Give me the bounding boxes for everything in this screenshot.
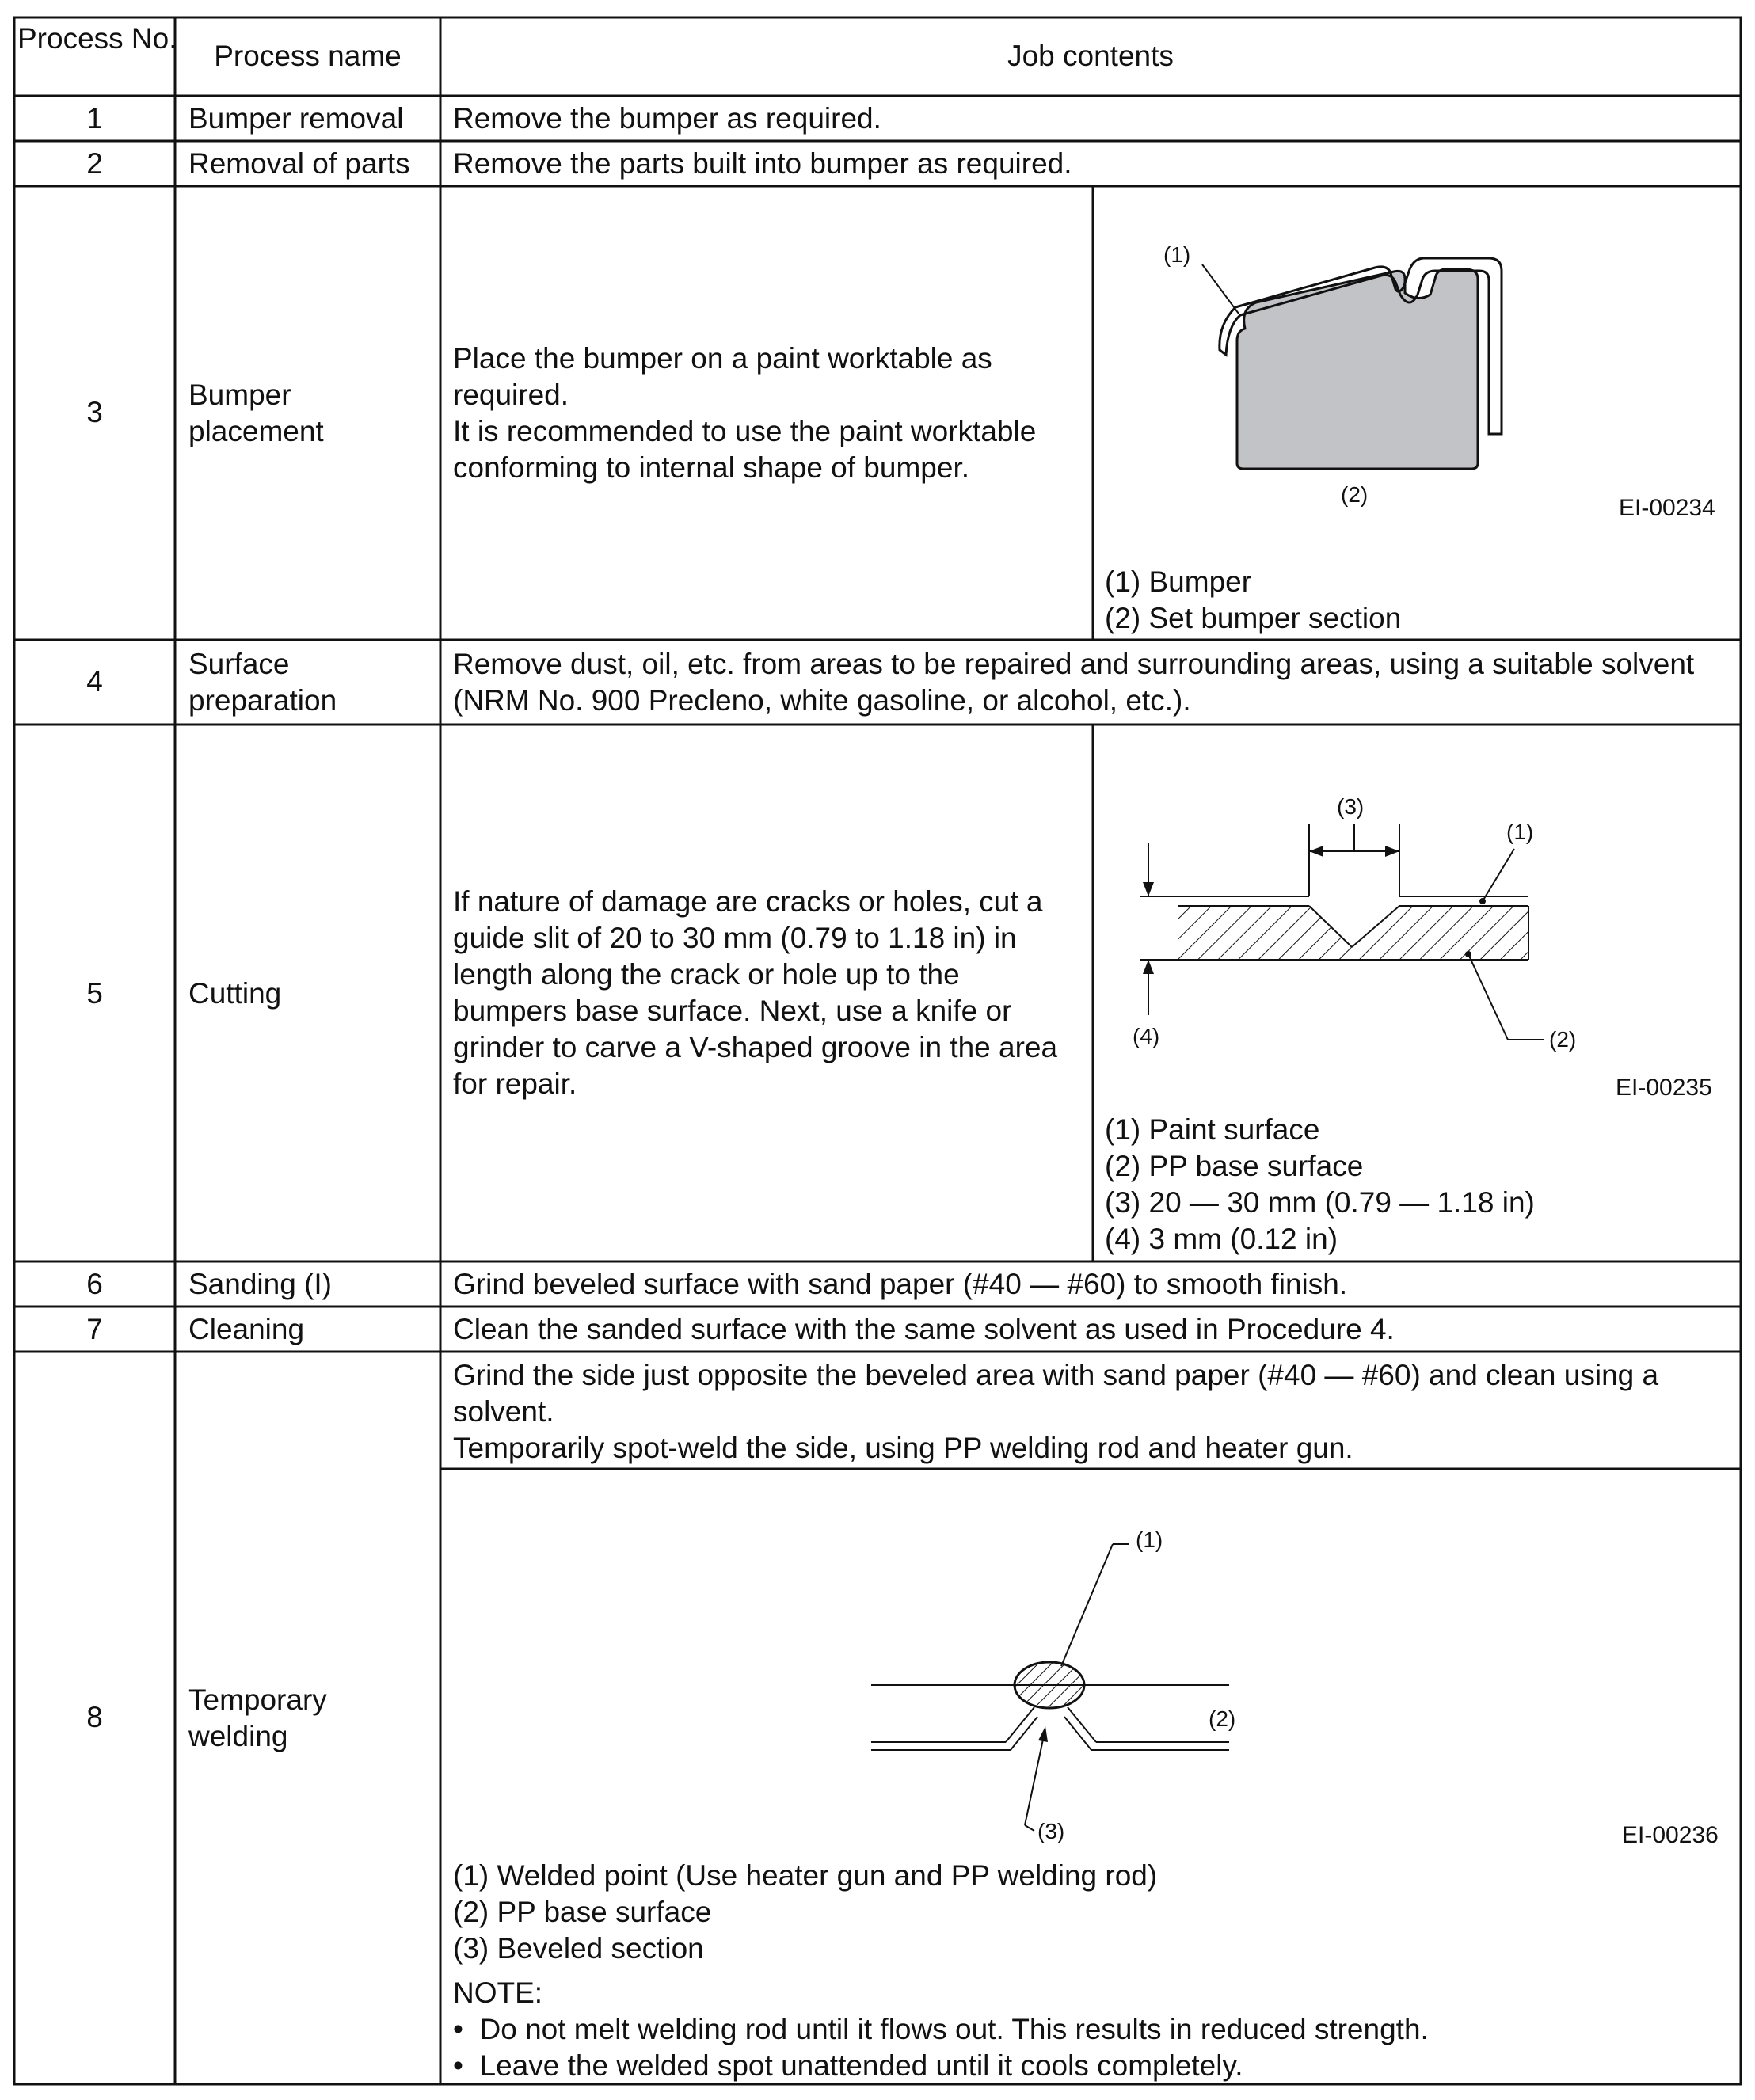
- row-3-no: 3: [86, 396, 103, 428]
- row-8-note-1: Do not melt welding rod until it flows out. This results in reduced strength.: [479, 2013, 1429, 2045]
- row-5-job: If nature of damage are cracks or holes, cut a guide slit of 20 to 30 mm (0.79 to 1.18 in) in length along the crack or hole up to the bumpers base surface. Next, use a knife or grinder to carve a V-shaped groove in the area for repair.: [453, 885, 1058, 1100]
- row-8-callout-2: (2): [1209, 1706, 1236, 1731]
- row-7-no: 7: [86, 1313, 103, 1345]
- row-8-note-2: Leave the welded spot unattended until it cools completely.: [479, 2049, 1243, 2082]
- row-5-callout-3: (3): [1337, 794, 1365, 819]
- row-3-callout-2: (2): [1341, 482, 1369, 507]
- row-5-legend-1: (1) Paint surface: [1105, 1113, 1320, 1146]
- row-8-job: Grind the side just opposite the beveled area with sand paper (#40 — #60) and clean using a solvent. Temporarily spot-weld the side, using PP welding rod and heater gun.: [453, 1359, 1659, 1464]
- header-job-contents: Job contents: [1007, 40, 1174, 72]
- row-2-no: 2: [86, 147, 103, 180]
- row-5-legend-4: (4) 3 mm (0.12 in): [1105, 1223, 1338, 1255]
- row-6-name: Sanding (I): [188, 1268, 332, 1300]
- row-4-no: 4: [86, 665, 103, 698]
- row-8-no: 8: [86, 1701, 103, 1733]
- row-6-no: 6: [86, 1268, 103, 1300]
- row-4-name: Surface preparation: [188, 648, 337, 717]
- row-8-note-title: NOTE:: [453, 1976, 543, 2009]
- row-5-callout-2: (2): [1549, 1027, 1577, 1052]
- row-8-callout-3: (3): [1037, 1819, 1065, 1843]
- welded-point: [1015, 1662, 1084, 1708]
- header-process-name: Process name: [214, 40, 402, 72]
- row-6-job: Grind beveled surface with sand paper (#40 — #60) to smooth finish.: [453, 1268, 1348, 1300]
- row-5-callout-4: (4): [1133, 1024, 1160, 1048]
- row-4-job: Remove dust, oil, etc. from areas to be repaired and surrounding areas, using a suitable solvent (NRM No. 900 Precleno, white gasoline, or alcohol, etc.).: [453, 648, 1695, 717]
- row-1-no: 1: [86, 102, 103, 135]
- row-5-name: Cutting: [188, 977, 282, 1010]
- row-5-no: 5: [86, 977, 103, 1010]
- row-1-job: Remove the bumper as required.: [453, 102, 881, 135]
- row-3-legend-2: (2) Set bumper section: [1105, 602, 1402, 634]
- row-5-callout-1: (1): [1506, 820, 1534, 844]
- row-8-note-bullet-2: • Leave the welded spot unattended until it cools completely.: [453, 2049, 1243, 2082]
- row-8-name: Temporary welding: [188, 1683, 327, 1752]
- row-8-legend-3: (3) Beveled section: [453, 1932, 704, 1965]
- row-5-figure-code: EI-00235: [1616, 1075, 1712, 1101]
- row-3-name: Bumper placement: [188, 379, 324, 447]
- row-7-name: Cleaning: [188, 1313, 305, 1345]
- row-5-legend-2: (2) PP base surface: [1105, 1150, 1364, 1182]
- row-8-legend-2: (2) PP base surface: [453, 1896, 712, 1928]
- row-3-legend-1: (1) Bumper: [1105, 565, 1252, 598]
- row-5-legend-3: (3) 20 — 30 mm (0.79 — 1.18 in): [1105, 1186, 1535, 1219]
- row-3-figure-code: EI-00234: [1619, 495, 1715, 521]
- row-2-name: Removal of parts: [188, 147, 410, 180]
- row-8-legend-1: (1) Welded point (Use heater gun and PP welding rod): [453, 1859, 1158, 1892]
- row-3-job: Place the bumper on a paint worktable as required. It is recommended to use the paint worktable conforming to internal shape of bumper.: [453, 342, 1037, 484]
- row-7-job: Clean the sanded surface with the same solvent as used in Procedure 4.: [453, 1313, 1395, 1345]
- row-3-callout-1: (1): [1163, 242, 1191, 267]
- row-1-name: Bumper removal: [188, 102, 404, 135]
- row-8-callout-1: (1): [1136, 1527, 1163, 1552]
- row-2-job: Remove the parts built into bumper as required.: [453, 147, 1072, 180]
- row-8-figure-code: EI-00236: [1622, 1822, 1719, 1848]
- row-8-note-bullet-1: • Do not melt welding rod until it flows out. This results in reduced strength.: [453, 2013, 1429, 2045]
- header-process-no: Process No.: [17, 22, 177, 55]
